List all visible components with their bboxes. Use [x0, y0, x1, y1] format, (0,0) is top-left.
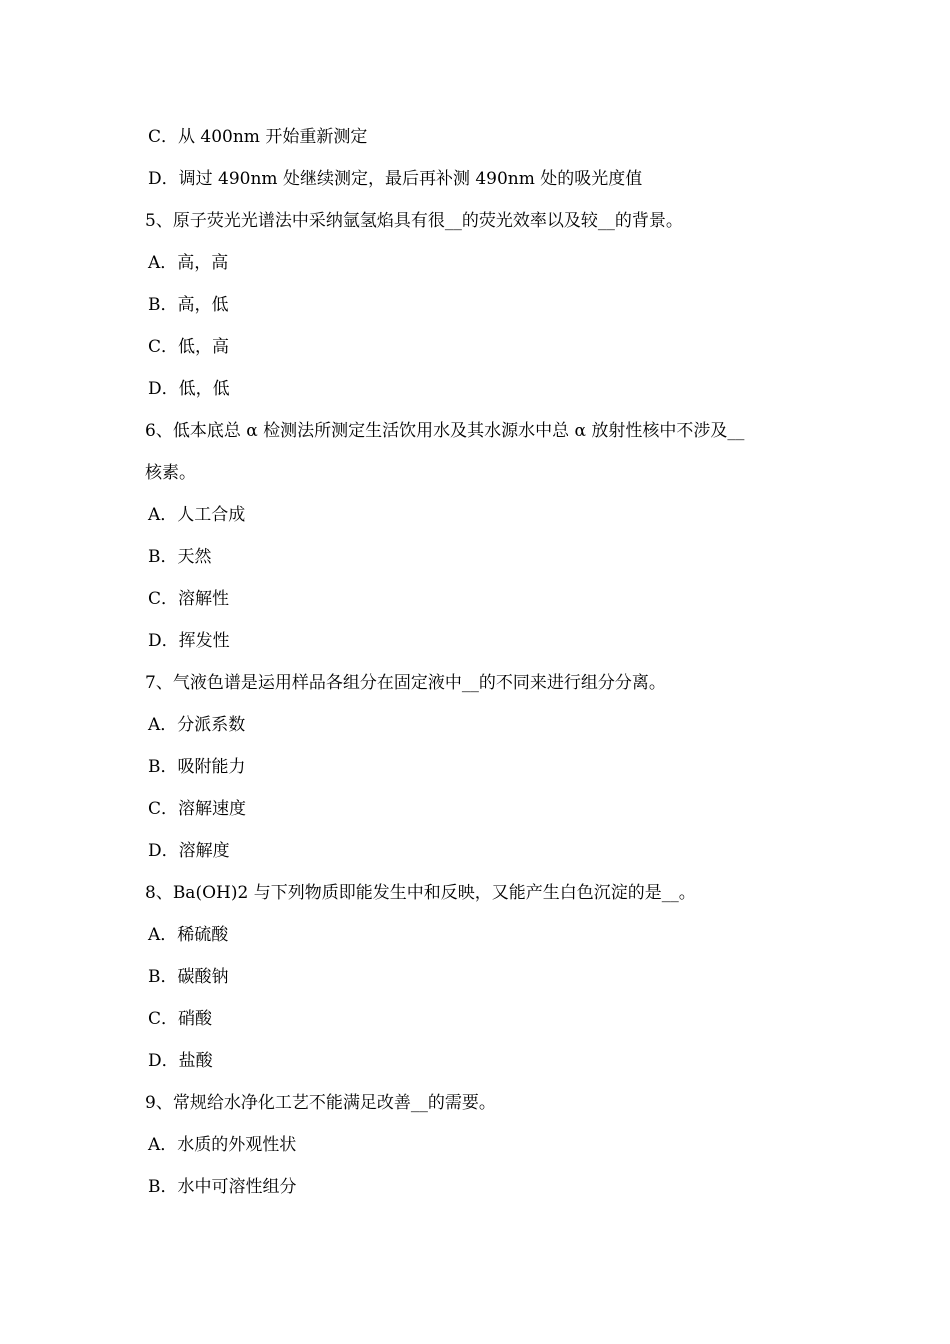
question-line: 5、原子荧光光谱法中采纳氩氢焰具有很__的荧光效率以及较__的背景。: [145, 211, 683, 231]
option-line: C．从 400nm 开始重新测定: [148, 127, 368, 147]
option-line: A．高，高: [148, 253, 229, 273]
question-line: 9、常规给水净化工艺不能满足改善__的需要。: [145, 1093, 496, 1113]
option-line: A．人工合成: [148, 505, 246, 525]
option-line: B．水中可溶性组分: [148, 1177, 297, 1197]
option-line: D．调过 490nm 处继续测定，最后再补测 490nm 处的吸光度值: [148, 169, 643, 189]
option-line: C．溶解速度: [148, 799, 247, 819]
option-line: B．天然: [148, 547, 212, 567]
option-line: C．溶解性: [148, 589, 230, 609]
option-line: B．碳酸钠: [148, 967, 229, 987]
option-line: D．盐酸: [148, 1051, 213, 1071]
option-line: A．稀硫酸: [148, 925, 229, 945]
option-line: A．分派系数: [148, 715, 246, 735]
option-line: D．溶解度: [148, 841, 230, 861]
option-line: C．硝酸: [148, 1009, 213, 1029]
question-line: 7、气液色谱是运用样品各组分在固定液中__的不同来进行组分分离。: [145, 673, 666, 693]
option-line: D．低，低: [148, 379, 230, 399]
option-line: D．挥发性: [148, 631, 230, 651]
option-line: B．高，低: [148, 295, 229, 315]
option-line: B．吸附能力: [148, 757, 246, 777]
option-line: C．低，高: [148, 337, 230, 357]
question-line: 6、低本底总 α 检测法所测定生活饮用水及其水源水中总 α 放射性核中不涉及__: [145, 421, 745, 441]
option-line: A．水质的外观性状: [148, 1135, 297, 1155]
question-line: 8、Ba(OH)2 与下列物质即能发生中和反映，又能产生白色沉淀的是__。: [145, 883, 696, 903]
question-line: 核素。: [145, 463, 196, 483]
